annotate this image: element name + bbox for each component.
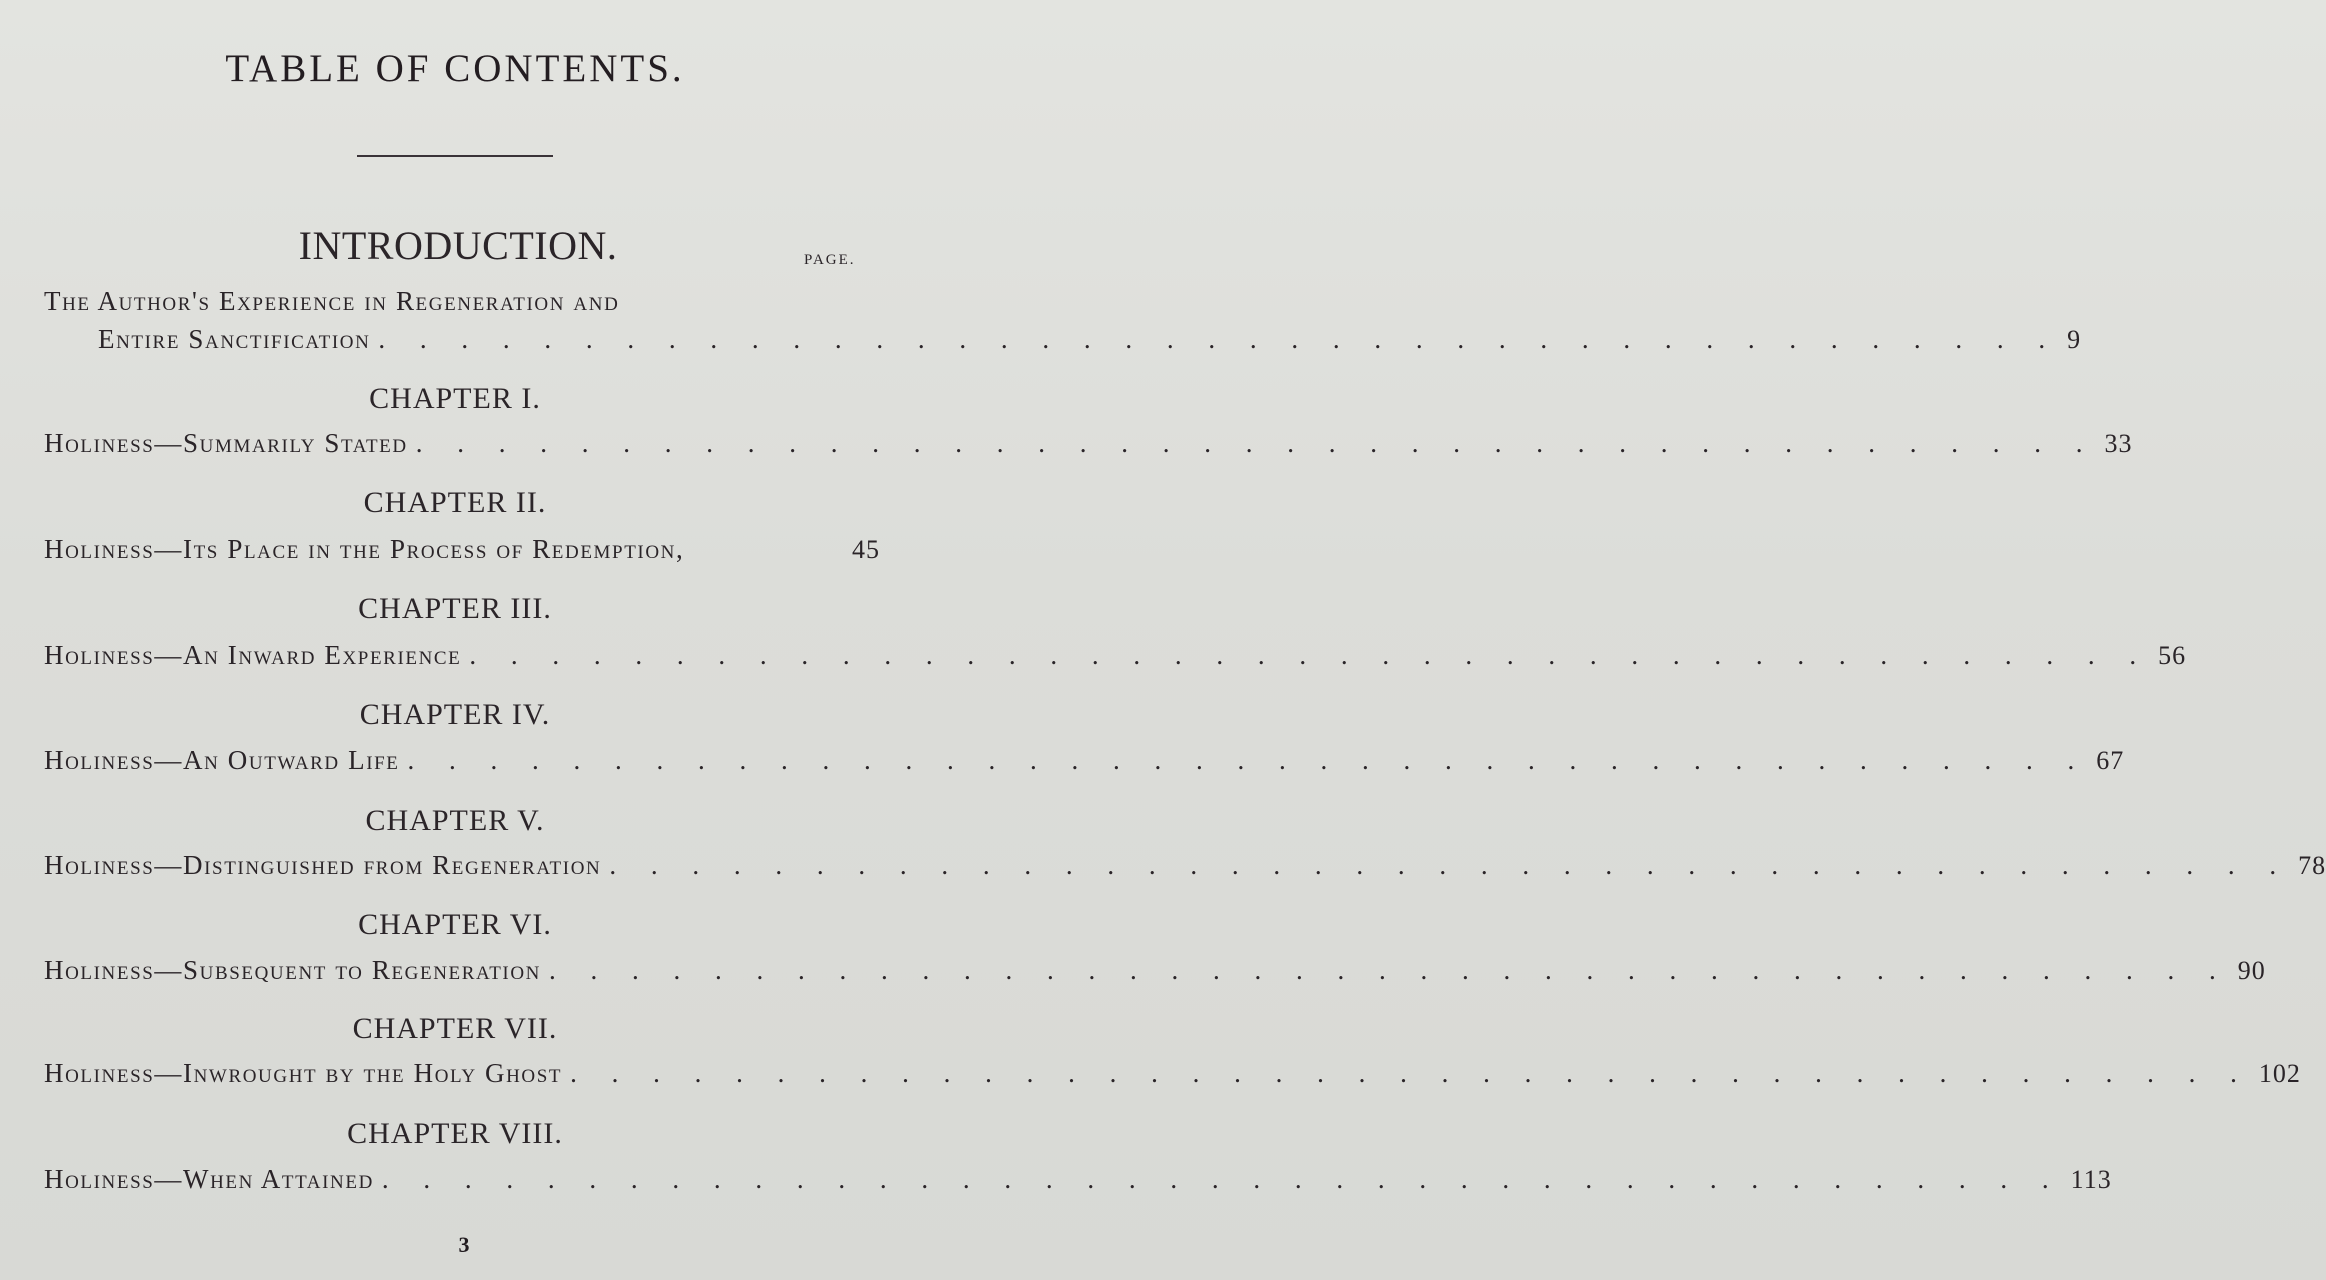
chapter-heading: CHAPTER IV. [359,698,551,731]
introduction-entry-line1 [44,286,880,316]
entry-page-number: 113 [2070,1165,2112,1194]
leader-dots: . . . . . . . . . . . . . . . . . . . . . . . . . . . . . . . . . . . . . . . . . [570,1058,2251,1088]
chapter-heading: CHAPTER III. [358,592,552,625]
entry-page-number: 67 [2096,746,2125,775]
entry-label: Holiness—An Outward Life [44,745,400,775]
entry-page-number: 9 [2067,325,2082,354]
entry-label: Holiness—Inwrought by the Holy Ghost [44,1058,563,1088]
chapter-heading: CHAPTER VII. [352,1012,558,1045]
entry-label: Holiness—Its Place in the Process of Redemption, [44,534,685,564]
chapter-heading: CHAPTER V. [365,804,545,837]
toc-entry [44,640,2187,670]
toc-entry [44,1164,2112,1194]
toc-entry [44,428,2133,458]
introduction-entry-line2 [98,324,2082,354]
entry-page-number: 102 [2258,1059,2301,1088]
entry-label: Entire Sanctification [98,324,371,354]
chapter-heading: CHAPTER I. [369,382,541,415]
title-rule [357,155,553,157]
chapter-heading: CHAPTER VIII. [347,1117,563,1150]
page-title: TABLE OF CONTENTS. [225,47,685,90]
entry-label: Holiness—When Attained [44,1164,374,1194]
leader-dots: . . . . . . . . . . . . . . . . . . . . . . . . . . . . . . . . . . . . . . . . . [407,745,2089,775]
leader-dots: . . . . . . . . . . . . . . . . . . . . . . . . . . . . . . . . . . . . . . . . . [469,640,2151,670]
toc-entry [44,534,880,564]
toc-entry [44,955,2266,985]
leader-dots: . . . . . . . . . . . . . . . . . . . . . . . . . . . . . . . . . . . . . . . . . [381,1164,2063,1194]
chapter-heading: CHAPTER II. [363,486,547,519]
toc-entry [44,1058,2301,1088]
toc-entry [44,850,2326,880]
entry-page-number: 56 [2158,641,2187,670]
entry-label: The Author's Experience in Regeneration and [44,286,620,316]
leader-dots: . . . . . . . . . . . . . . . . . . . . . . . . . . . . . . . . . . . . . . . . . [415,428,2097,458]
introduction-heading: INTRODUCTION. [298,223,618,268]
toc-entry [44,745,2125,775]
entry-label: Holiness—An Inward Experience [44,640,462,670]
entry-page-number: 90 [2237,956,2266,985]
entry-label: Holiness—Distinguished from Regeneration [44,850,602,880]
leader-dots: . . . . . . . . . . . . . . . . . . . . . . . . . . . . . . . . . . . . . . . . . [378,324,2060,354]
page-column-label: PAGE. [804,252,856,268]
leader-dots: . . . . . . . . . . . . . . . . . . . . . . . . . . . . . . . . . . . . . . . . . [609,850,2291,880]
entry-label: Holiness—Summarily Stated [44,428,408,458]
entry-label: Holiness—Subsequent to Regeneration [44,955,541,985]
entry-page-number: 33 [2104,429,2133,458]
chapter-heading: CHAPTER VI. [358,908,552,941]
page-folio-number: 3 [458,1232,470,1257]
leader-dots: . . . . . . . . . . . . . . . . . . . . . . . . . . . . . . . . . . . . . . . . . [549,955,2230,985]
entry-page-number: 45 [852,535,880,564]
entry-page-number: 78 [2298,851,2326,880]
